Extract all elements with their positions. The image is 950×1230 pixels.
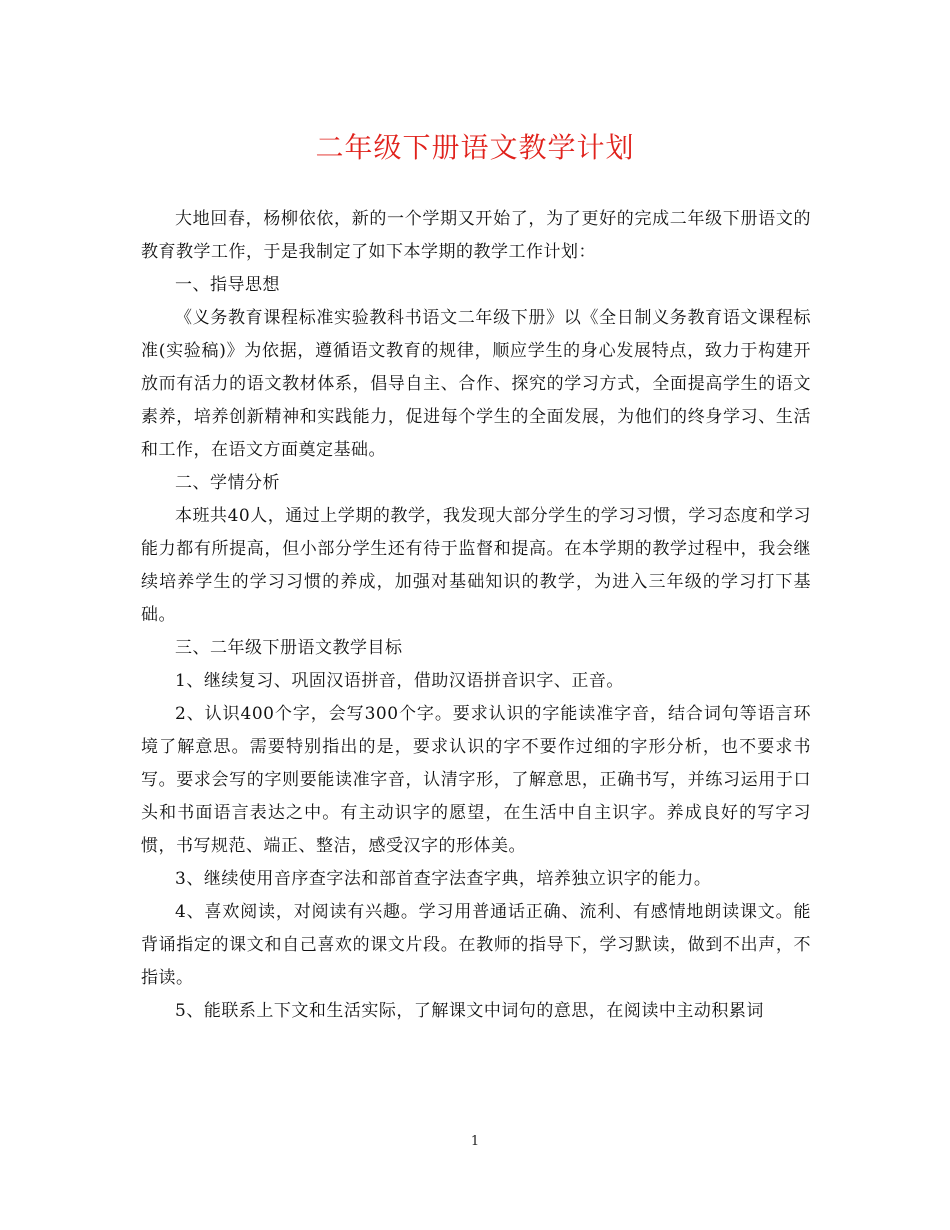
document-body [141, 203, 811, 1028]
page-number: 1 [470, 1134, 480, 1149]
paragraph-intro: 大地回春，杨柳依依，新的一个学期又开始了，为了更好的完成二年级下册语文的教育教学工作，于是我制定了如下本学期的教学工作计划： [141, 209, 811, 262]
section-heading-teaching-goals: 三、二年级下册语文教学目标 [175, 638, 403, 658]
goal-item-2: 2、认识400个字，会写300个字。要求认识的字能读准字音，结合词句等语言环境了解意思。需要特别指出的是，要求认识的字不要作过细的字形分析，也不要求书写。要求会写的字则要能读准字音，认清字形，了解意思，正确书写，并练习运用于口头和书面语言表达之中。有主动识字的愿望，在生活中自主识字。养成良好的写字习惯，书写规范、端正、整洁，感受汉字的形体美。 [141, 704, 811, 856]
paragraph-guiding-thought: 《义务教育课程标准实验教科书语文二年级下册》以《全日制义务教育语文课程标准(实验稿)》为依据，遵循语文教育的规律，顺应学生的身心发展特点，致力于构建开放而有活力的语文教材体系，倡导自主、合作、探究的学习方式，全面提高学生的语文素养，培养创新精神和实践能力，促进每个学生的全面发展，为他们的终身学习、生活和工作，在语文方面奠定基础。 [141, 308, 811, 460]
goal-item-3: 3、继续使用音序查字法和部首查字法查字典，培养独立识字的能力。 [175, 869, 712, 889]
goal-item-4: 4、喜欢阅读，对阅读有兴趣。学习用普通话正确、流利、有感情地朗读课文。能背诵指定的课文和自己喜欢的课文片段。在教师的指导下，学习默读，做到不出声，不指读。 [141, 902, 811, 988]
goal-item-5: 5、能联系上下文和生活实际，了解课文中词句的意思，在阅读中主动积累词 [175, 1001, 764, 1021]
section-heading-guiding-thought: 一、指导思想 [175, 275, 280, 295]
paragraph-student-analysis: 本班共40人，通过上学期的教学，我发现大部分学生的学习习惯，学习态度和学习能力都有所提高，但小部分学生还有待于监督和提高。在本学期的教学过程中，我会继续培养学生的学习习惯的养成，加强对基础知识的教学，为进入三年级的学习打下基础。 [141, 506, 811, 625]
section-heading-student-analysis: 二、学情分析 [175, 473, 280, 493]
document-title: 二年级下册语文教学计划 [315, 131, 635, 164]
goal-item-1: 1、继续复习、巩固汉语拼音，借助汉语拼音识字、正音。 [175, 671, 624, 691]
